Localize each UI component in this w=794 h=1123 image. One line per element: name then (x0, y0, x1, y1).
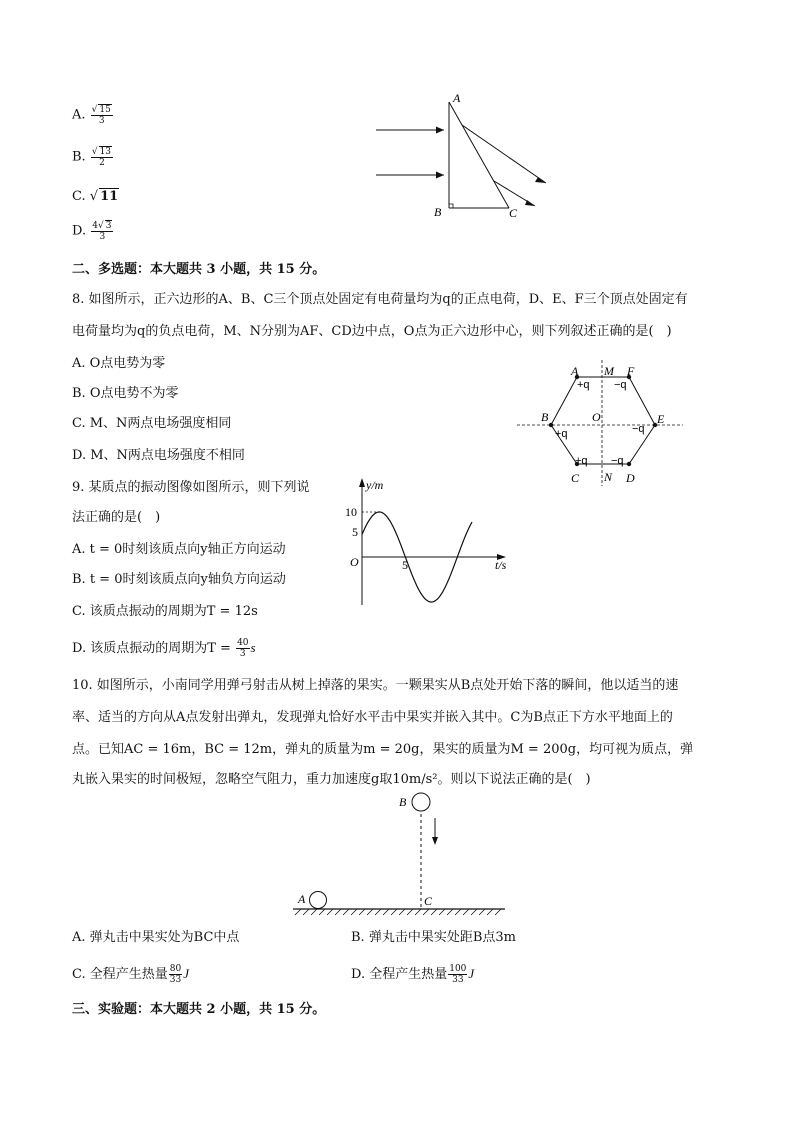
svg-text:O: O (350, 555, 359, 569)
q9-stem-line1: 9. 某质点的振动图像如图所示，则下列说 (72, 480, 310, 495)
svg-text:+q: +q (575, 455, 588, 467)
q8-stem-line1: 8. 如图所示，正六边形的A、B、C三个顶点处固定有电荷量均为q的正点电荷，D、E、F三个顶点处固定有 (72, 292, 688, 307)
section-2-heading: 二、多选题：本大题共 3 小题，共 15 分。 (72, 262, 326, 277)
svg-text:M: M (604, 364, 614, 378)
q8-stem-line2: 电荷量均为q的负点电荷，M、N分别为AF、CD边中点，O点为正六边形中心，则下列叙述正确的是( ) (72, 324, 672, 339)
svg-text:5: 5 (352, 525, 358, 539)
svg-text:+q: +q (555, 428, 568, 440)
q9-option-a: A. t = 0时刻该质点向y轴正方向运动 (72, 542, 286, 557)
svg-text:A: A (298, 892, 306, 906)
svg-text:F: F (627, 364, 635, 378)
q8-option-d: D. M、N两点电场强度不相同 (72, 448, 245, 463)
q9-stem-line2: 法正确的是( ) (72, 510, 161, 525)
q7-option-c: C. √ 11 (72, 189, 119, 204)
q9-vibration-graph (340, 475, 525, 610)
q10-stem-line4: 丸嵌入果实的时间极短，忽略空气阻力，重力加速度g取10m/s²。则以下说法正确的是( ) (72, 772, 591, 787)
svg-text:t/s: t/s (495, 558, 507, 572)
q10-option-d: D. 全程产生热量 $\frac{100}{33}$ J (351, 964, 475, 985)
q9-option-b: B. t = 0时刻该质点向y轴负方向运动 (72, 572, 286, 587)
q7-option-d: D. $\frac{4√ 3}{3}$ (72, 221, 112, 242)
q10-option-c: C. 全程产生热量 $\frac{80}{33}$ J (72, 964, 189, 985)
q10-option-a: A. 弹丸击中果实处为BC中点 (72, 930, 240, 945)
q10-slingshot-figure (285, 790, 510, 920)
q7-prism-figure (370, 88, 560, 223)
q8-option-c: C. M、N两点电场强度相同 (72, 416, 232, 431)
svg-text:N: N (604, 470, 613, 484)
svg-text:D: D (626, 471, 635, 485)
q7-label-a: A (453, 91, 461, 105)
q10-stem-line3: 点。已知AC = 16m，BC = 12m，弹丸的质量为m = 20g，果实的质量为M = 200g，均可视为质点，弹 (72, 742, 694, 757)
q8-hexagon-figure (515, 360, 687, 488)
svg-text:B: B (541, 410, 549, 424)
svg-text:C: C (424, 894, 433, 908)
svg-text:B: B (399, 795, 407, 809)
svg-text:C: C (571, 471, 580, 485)
section-3-heading: 三、实验题：本大题共 2 小题，共 15 分。 (72, 1002, 326, 1017)
q10-stem-line1: 10. 如图所示，小南同学用弹弓射击从树上掉落的果实。一颗果实从B点处开始下落的瞬间，他以适当的速 (72, 678, 679, 693)
q7-label-b: B (434, 205, 442, 219)
q10-stem-line2: 率、适当的方向从A点发射出弹丸，发现弹丸恰好水平击中果实并嵌入其中。C为B点正下方水平地面上的 (72, 710, 673, 725)
q8-option-a: A. O点电势为零 (72, 356, 166, 371)
svg-text:10: 10 (345, 505, 357, 519)
svg-text:−q: −q (614, 379, 627, 391)
svg-text:+q: +q (577, 379, 590, 391)
svg-text:5: 5 (402, 558, 408, 572)
q7-option-a: A. $\frac{√ 15}{3}$ (72, 105, 111, 126)
svg-text:E: E (657, 412, 665, 426)
svg-text:y/m: y/m (366, 478, 384, 492)
q7-label-c: C (509, 206, 518, 220)
svg-text:−q: −q (611, 455, 624, 467)
q8-option-b: B. O点电势不为零 (72, 386, 179, 401)
q7-option-b: B. $\frac{√ 13}{2}$ (72, 147, 112, 168)
svg-text:−q: −q (632, 423, 645, 435)
svg-text:O: O (592, 410, 601, 424)
q9-option-c: C. 该质点振动的周期为T = 12s (72, 604, 258, 619)
q9-option-d: D. 该质点振动的周期为T = $\frac{40}{3}$ s (72, 638, 256, 659)
svg-text:A: A (571, 364, 579, 378)
q10-option-b: B. 弹丸击中果实处距B点3m (351, 930, 516, 945)
